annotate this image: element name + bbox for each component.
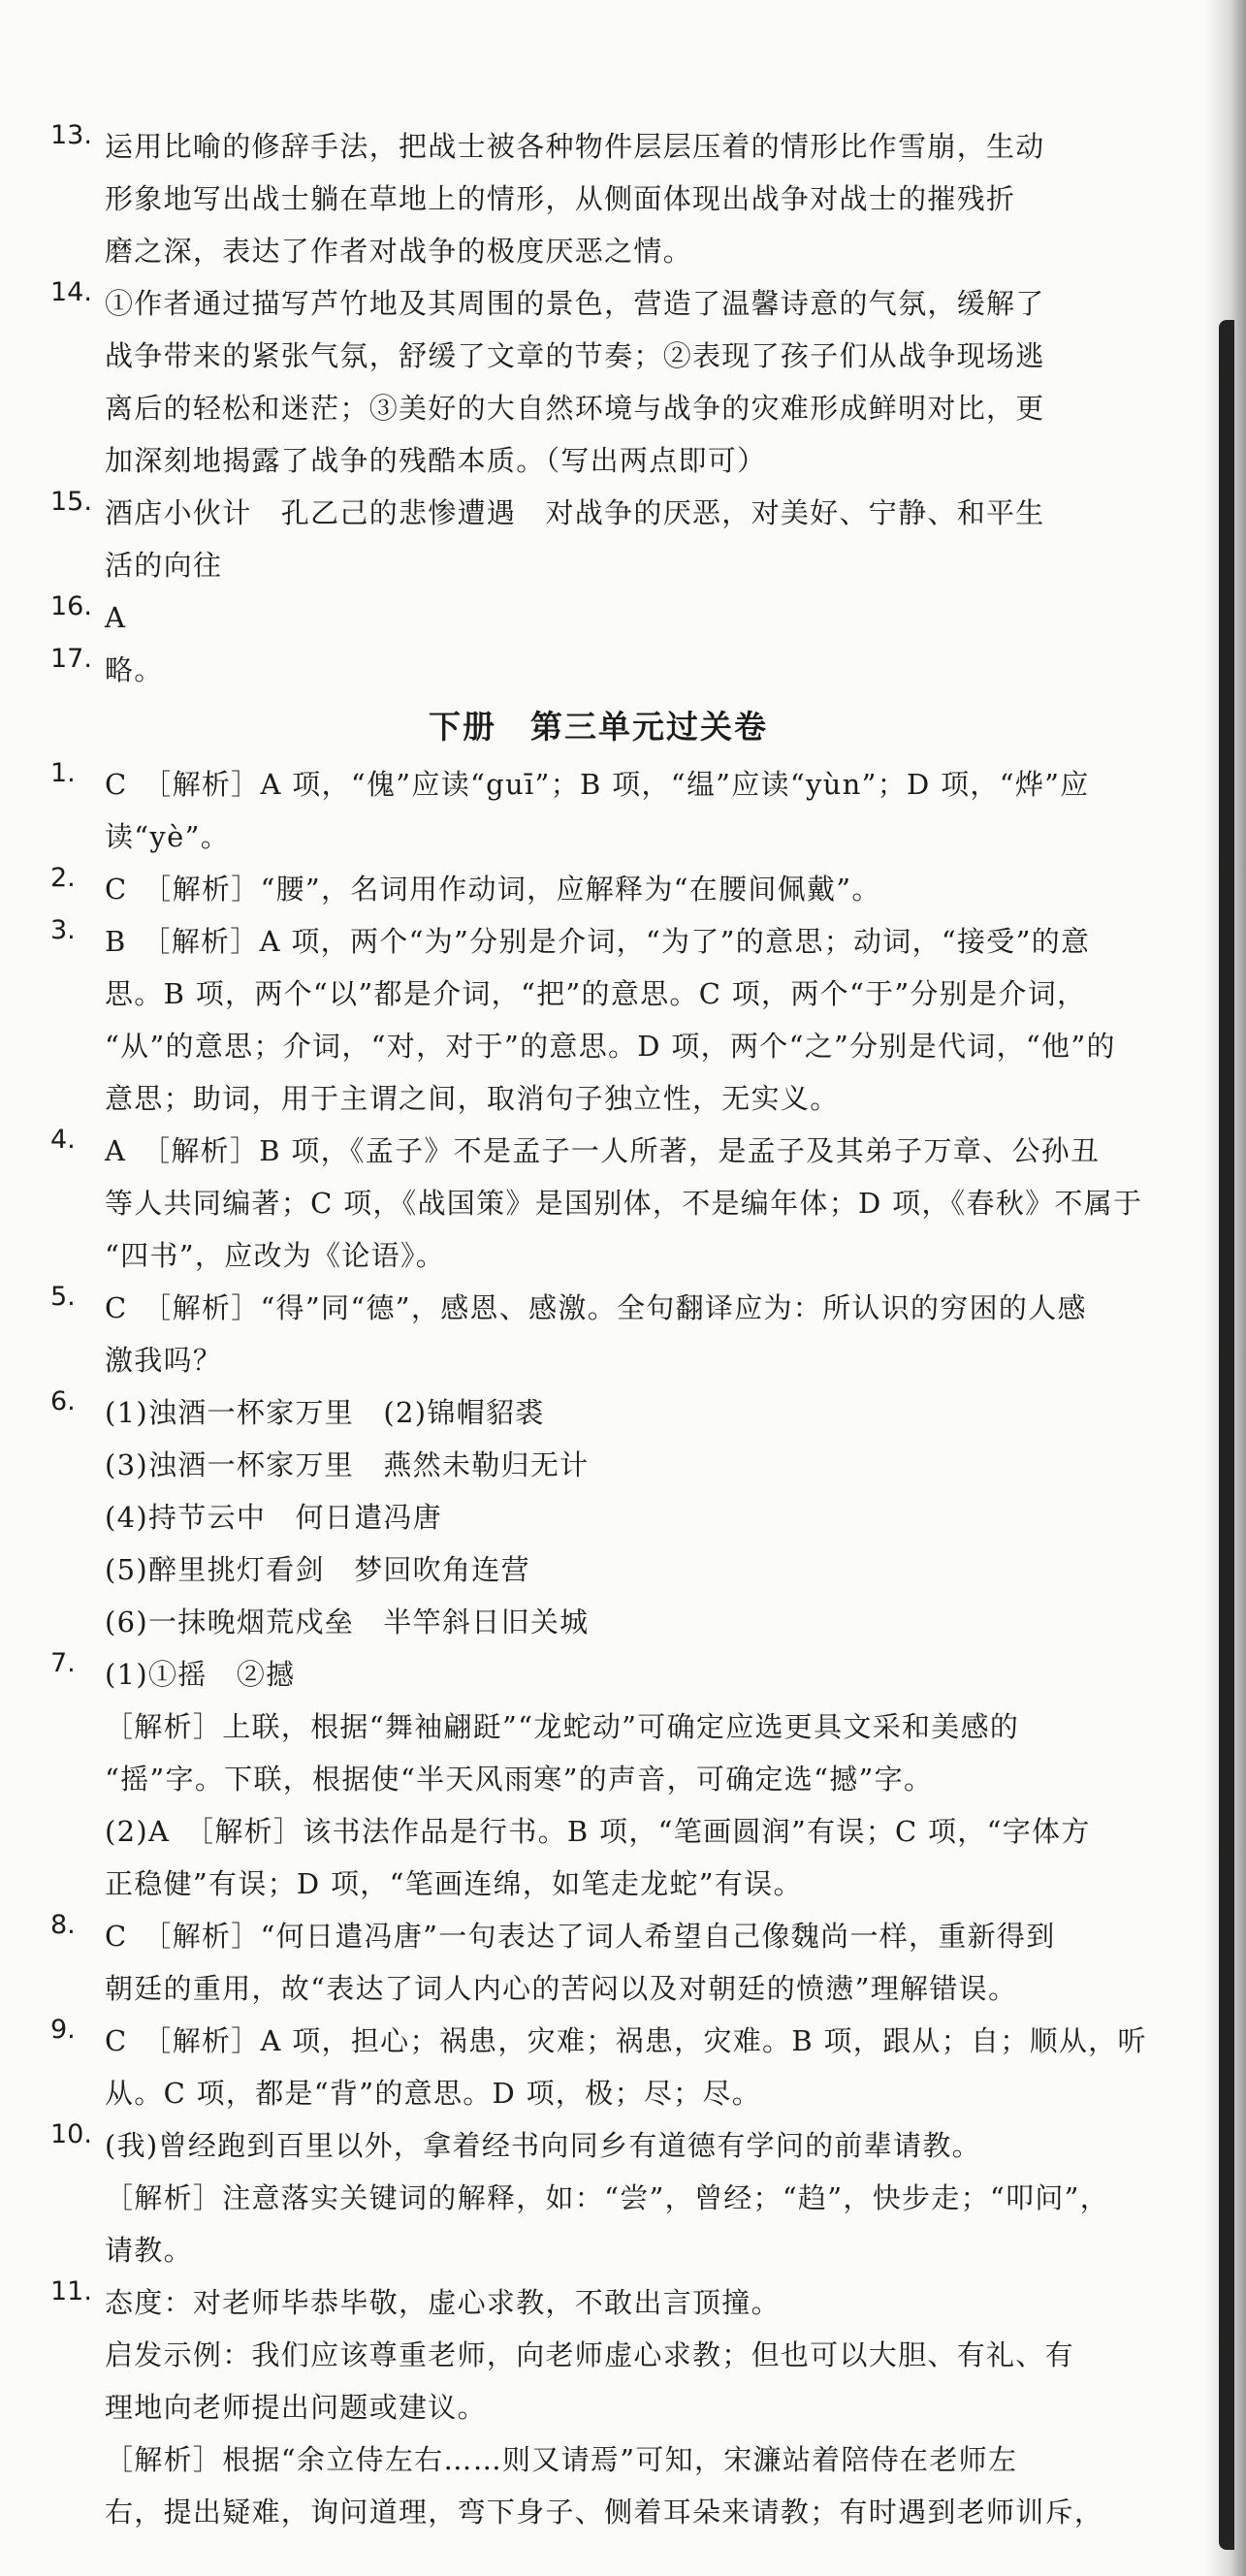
answer-item [50,863,1146,915]
answer-item [50,277,1146,487]
item-number: 6. [50,1386,76,1416]
answer-item [50,2276,1146,2538]
answer-line: A ［解析］B 项，《孟子》不是孟子一人所著，是孟子及其弟子万章、公孙丑 [105,1134,1101,1167]
item-number: 4. [50,1125,76,1155]
answer-line: 请教。 [105,2234,193,2267]
answer-line: 右，提出疑难，询问道理，弯下身子、侧着耳朵来请教；有时遇到老师训斥， [105,2496,1104,2528]
answer-line: 离后的轻松和迷茫；③美好的大自然环境与战争的灾难形成鲜明对比，更 [105,392,1045,425]
answer-item [50,1386,1146,1648]
answer-line: 态度：对老师毕恭毕敬，虚心求教，不敢出言顶撞。 [105,2286,781,2319]
item-number: 1. [50,758,76,788]
answer-line: ［解析］上联，根据“舞袖翩跹”“龙蛇动”可确定应选更具文采和美感的 [105,1710,1020,1743]
answer-line: 略。 [105,653,164,686]
answer-line: C ［解析］“何日遣冯唐”一句表达了词人希望自己像魏尚一样，重新得到 [105,1920,1056,1953]
answer-line: 从。C 项，都是“背”的意思。D 项，极；尽；尽。 [105,2077,762,2110]
answer-line: C ［解析］“得”同“德”，感恩、感激。全句翻译应为：所认识的穷困的人感 [105,1291,1087,1324]
answer-line: ［解析］注意落实关键词的解释，如：“尝”，曾经；“趋”，快步走；“叩问”， [105,2181,1110,2214]
answer-line: (6)一抹晚烟荒戍垒 半竿斜日旧关城 [105,1606,590,1638]
answer-line: (4)持节云中 何日遣冯唐 [105,1501,442,1534]
answer-line: C ［解析］A 项，担心；祸患，灾难；祸患，灾难。B 项，跟从；自；顺从，听 [105,2024,1147,2057]
answer-item [50,1910,1146,2015]
unit-three-answers [50,758,1146,2538]
item-number: 8. [50,1910,76,1940]
item-number: 17. [50,644,92,674]
item-number: 16. [50,591,92,621]
item-number: 9. [50,2015,76,2045]
answer-item [50,915,1146,1125]
answer-line: 等人共同编著；C 项，《战国策》是国别体，不是编年体；D 项，《春秋》不属于 [105,1187,1143,1220]
item-number: 3. [50,915,76,945]
item-number: 15. [50,487,92,517]
item-number: 7. [50,1648,76,1678]
answer-item [50,1282,1146,1386]
item-number: 10. [50,2119,92,2149]
answer-line: 磨之深，表达了作者对战争的极度厌恶之情。 [105,235,693,268]
answer-line: 酒店小伙计 孔乙己的悲惨遭遇 对战争的厌恶，对美好、宁静、和平生 [105,496,1045,529]
section-title: 下册 第三单元过关卷 [429,708,768,746]
answer-line: “从”的意思；介词，“对，对于”的意思。D 项，两个“之”分别是代词，“他”的 [105,1030,1116,1063]
previous-section-answers [50,120,1146,696]
answer-line: 激我吗？ [105,1344,223,1377]
answer-line: 启发示例：我们应该尊重老师，向老师虚心求教；但也可以大胆、有礼、有 [105,2338,1074,2371]
answer-line: C ［解析］A 项，“傀”应读“guī”；B 项，“缊”应读“yùn”；D 项，“烨”应 [105,768,1090,801]
answer-item [50,487,1146,591]
answer-line: 战争带来的紧张气氛，舒缓了文章的节奏；②表现了孩子们从战争现场逃 [105,339,1045,372]
answer-line: “四书”，应改为《论语》。 [105,1239,446,1272]
binding-edge [1219,320,1234,2550]
answer-line: B ［解析］A 项，两个“为”分别是介词，“为了”的意思；动词，“接受”的意 [105,925,1091,958]
answer-line: 加深刻地揭露了战争的残酷本质。（写出两点即可） [105,444,767,477]
answer-line: (1)浊酒一杯家万里 (2)锦帽貂裘 [105,1396,545,1429]
answer-line: 思。B 项，两个“以”都是介词，“把”的意思。C 项，两个“于”分别是介词， [105,977,1087,1010]
answer-line: ①作者通过描写芦竹地及其周围的景色，营造了温馨诗意的气氛，缓解了 [105,287,1045,320]
answer-item [50,758,1146,863]
answer-line: 朝廷的重用，故“表达了词人内心的苦闷以及对朝廷的愤懑”理解错误。 [105,1972,1018,2005]
item-number: 5. [50,1282,76,1312]
answer-line: 理地向老师提出问题或建议。 [105,2391,487,2424]
answer-line: (1)①摇 ②撼 [105,1658,296,1691]
answer-line: 正稳健”有误；D 项，“笔画连绵，如笔走龙蛇”有误。 [105,1867,803,1900]
item-number: 11. [50,2276,92,2306]
item-number: 2. [50,863,76,893]
answer-item [50,1125,1146,1282]
answer-line: “摇”字。下联，根据使“半天风雨寒”的声音，可确定选“撼”字。 [105,1763,934,1796]
answer-content [50,120,1146,2538]
answer-item [50,644,1146,696]
answer-line: 读“yè”。 [105,820,230,853]
answer-line: 形象地写出战士躺在草地上的情形，从侧面体现出战争对战士的摧残折 [105,182,1016,215]
answer-line: A [105,601,127,634]
answer-line: 活的向往 [105,549,223,582]
answer-line: 运用比喻的修辞手法，把战士被各种物件层层压着的情形比作雪崩，生动 [105,130,1045,163]
answer-item [50,591,1146,644]
answer-item [50,120,1146,277]
answer-line: (我)曾经跑到百里以外，拿着经书向同乡有道德有学问的前辈请教。 [105,2129,981,2162]
answer-line: ［解析］根据“余立侍左右……则又请焉”可知，宋濂站着陪侍在老师左 [105,2443,1018,2476]
answer-line: (5)醉里挑灯看剑 梦回吹角连营 [105,1553,530,1586]
answer-line: 意思；助词，用于主谓之间，取消句子独立性，无实义。 [105,1082,840,1115]
answer-line: (3)浊酒一杯家万里 燕然未勒归无计 [105,1448,590,1481]
answer-line: C ［解析］“腰”，名词用作动词，应解释为“在腰间佩戴”。 [105,873,881,906]
answer-item [50,2015,1146,2119]
item-number: 14. [50,277,92,307]
item-number: 13. [50,120,92,150]
answer-item [50,1648,1146,1910]
answer-item [50,2119,1146,2276]
answer-line: (2)A ［解析］该书法作品是行书。B 项，“笔画圆润”有误；C 项，“字体方 [105,1815,1091,1848]
